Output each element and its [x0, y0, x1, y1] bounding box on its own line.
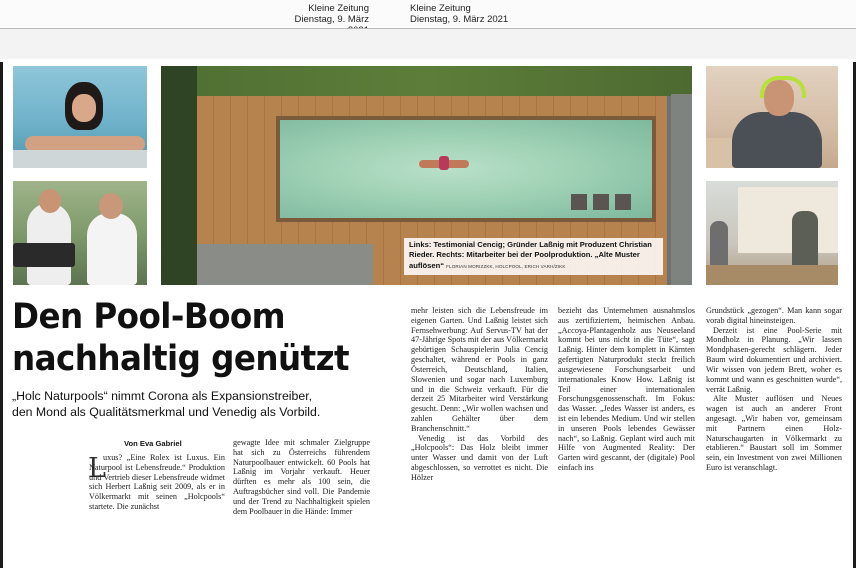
column-3-paragraph-1: mehr leisten sich die Lebensfreude im eigenen Garten. Und Laßnig leistet sich Fernsehwerbung: Auf Servus-TV hat der 47-Jährige Spots mit der aus Völkermarkt gebürtigen Schauspielerin Julia Cencig geschaltet, während er Pools in ganz Österreich, Deutschland, Italien, Slowenien und sogar nach Luxemburg und in die Schweiz verkauft. Für die derzeit 25 Mitarbeiter wird Verstärkung gesucht. Denn: „Wir wollen wachsen und zahlen Gehälter über dem Branchenschnitt.“ [411, 306, 548, 433]
article-column-1 [89, 453, 225, 512]
photo-pool-production [706, 181, 838, 285]
header-left-source: Kleine Zeitung [308, 3, 369, 14]
article-subheadline [12, 388, 402, 420]
header-right [410, 3, 510, 25]
caption-text: Links: Testimonial Cencig; Gründer Laßnig mit Produzent Christian Rieder. Rechts: Mitarbeiter bei der Poolproduktion. „Alte Muster auflösen“ [409, 240, 652, 270]
byline: Von Eva Gabriel [124, 439, 182, 448]
article-headline [12, 296, 365, 380]
subheadline-line-2: den Mond als Qualitätsmerkmal und Venedig als Vorbild. [12, 405, 321, 419]
caption-credit: FLORIAN MORIZZKK, HOLCPOOL, ERICH VARH/ZIKK [446, 263, 566, 269]
photo-worker-headphones [706, 66, 838, 168]
headline-line-1: Den Pool-Boom [12, 297, 286, 337]
header-right-source: Kleine Zeitung [410, 3, 471, 14]
header-left-date: Dienstag, 9. März [294, 14, 369, 25]
column-2-paragraph-1: gewagte Idee mit schmaler Zielgruppe hat sich zu Österreichs führendem Naturpoolbauer entwickelt. 60 Pools hat Laßnig im Vorjahr verkauft. Heuer dürften es mehr als 100 sein, die Auftragsbücher sind voll. Die Pandemie und der Trend zu Nachhaltigkeit spielen dem Poolbauer in die Hände: Immer [233, 438, 370, 516]
column-3-paragraph-2: Venedig ist das Vorbild des „Holcpools“: Das Holz bleibt immer unter Wasser und damit von der Luft abgeschlossen, so verrottet es nicht. Die Hölzer [411, 433, 548, 482]
article-column-3 [411, 306, 548, 483]
photo-testimonial-pool [13, 66, 147, 168]
article-column-5 [706, 306, 842, 473]
headline-line-2: nachhaltig genützt [12, 339, 349, 379]
header-right-date: Dienstag, 9. März 2021 [410, 14, 509, 25]
column-4-paragraph-1: bezieht das Unternehmen ausnahmslos aus zertifiziertem, heimischen Anbau. „Accoya-Plantagenholz aus Neuseeland kommt bei uns nicht in die Tüte“, sagt Laßnig. Hinter dem komplett in Kärnten gefertigten Naturprodukt steckt freilich ausgewiesene Forschungsarbeit und internationales Know How. Laßnig ist Teil einer internationalen Forschungsgenossenschaft. Im Fokus: das Wasser. „Jedes Wasser ist anders, es ist ein lebendes Medium. Und wir stellen in unseren Pools lebendes Gewässer nach“, so Laßnig. Geplant wird auch mit Hilfe von Augmented Reality: Der Garten wird gescannt, der (digitale) Pool einfach ins [558, 306, 695, 472]
print-header [0, 0, 856, 27]
subheadline-line-1: „Holc Naturpools“ nimmt Corona als Expansionstreiber, [12, 389, 313, 403]
column-5-paragraph-2: Derzeit ist eine Pool-Serie mit Mondholz in Planung. „Wir lassen Mondphasen-gerecht schlägern. Jeder Baum wird dokumentiert und archiviert. Wir wissen von jedem Brett, woher es kommt und wann es geschnitten wurde“, verrät Laßnig. [706, 325, 842, 394]
column-5-paragraph-3: Alte Muster auflösen und Neues wagen ist auch an anderer Front angesagt. „Wir haben vor, gemeinsam mit Partnern einen Holz-Naturschaugarten in Völkermarkt zu etablieren.“ Baustart soll im Sommer sein, ein Investment von zwei Millionen Euro ist veranschlagt. [706, 394, 842, 472]
column-5-paragraph-1: Grundstück „gezogen“. Man kann sogar vorab digital hineinsteigen. [706, 306, 842, 325]
photo-caption [404, 238, 663, 275]
article-column-4 [558, 306, 695, 473]
top-margin-band [0, 29, 856, 59]
photo-founder-producer [13, 181, 147, 285]
drop-cap: L [88, 453, 106, 484]
left-crop-edge [0, 62, 3, 568]
article-column-2 [233, 438, 370, 517]
column-1-paragraph-1: uxus? „Eine Rolex ist Luxus. Ein Naturpool ist Lebensfreude.“ Produktion und Vertrieb dieser Lebensfreude widmet sich Herbert Laßnig seit 2009, als er in Völkermarkt mit seinen „Holcpools“ startete. Die zunächst [89, 453, 225, 512]
